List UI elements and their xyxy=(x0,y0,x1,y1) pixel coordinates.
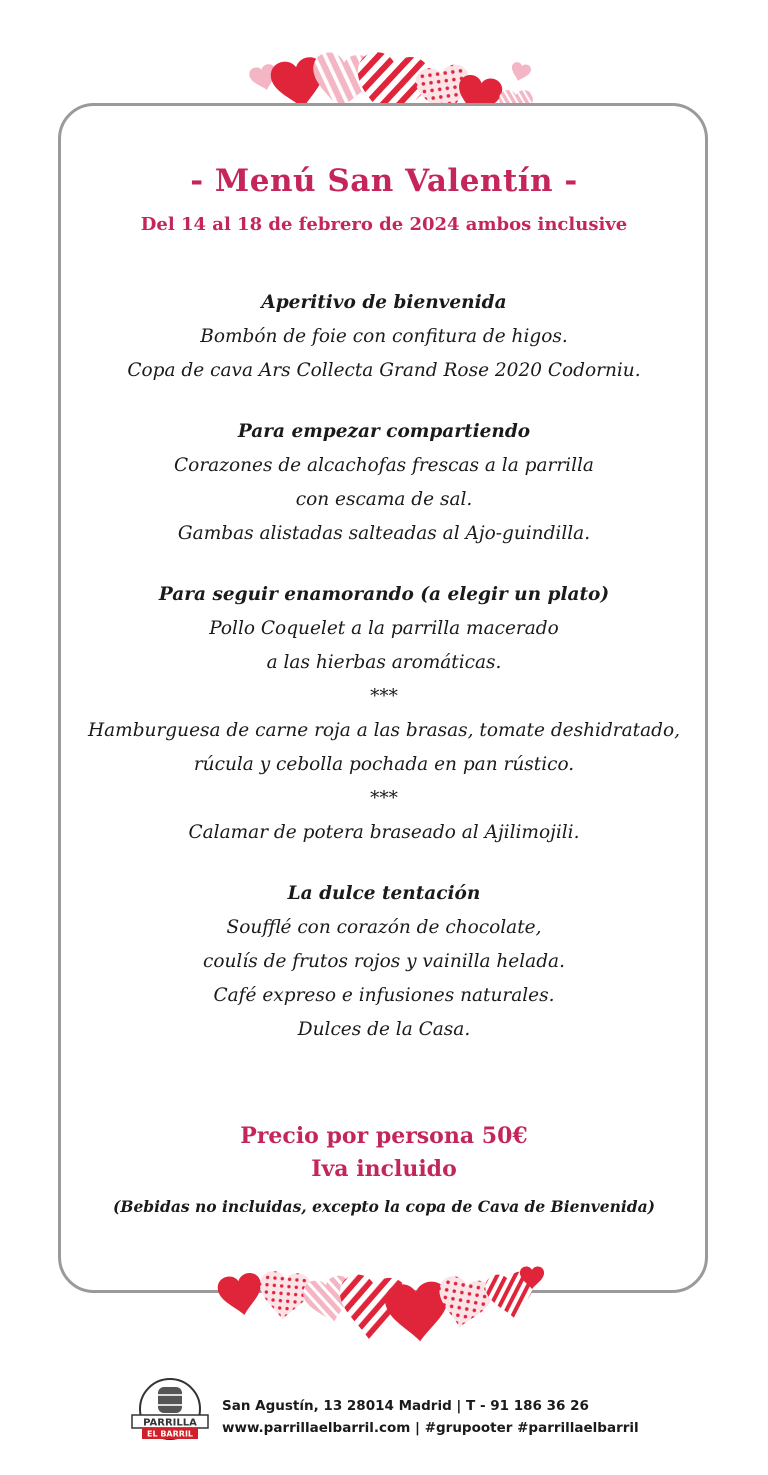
menu-item: Gambas alistadas salteadas al Ajo-guindilla. xyxy=(177,523,591,544)
menu-item: Café expreso e infusiones naturales. xyxy=(213,985,555,1006)
menu-item: a las hierbas aromáticas. xyxy=(266,652,502,673)
menu-dates: Del 14 al 18 de febrero de 2024 ambos inclusive xyxy=(140,214,628,235)
menu-item: coulís de frutos rojos y vainilla helada. xyxy=(203,951,565,972)
address: San Agustín, 13 28014 Madrid | T - 91 186 36 26 xyxy=(222,1398,589,1414)
menu-item: Corazones de alcachofas frescas a la parrilla xyxy=(174,455,594,476)
menu-sections xyxy=(60,286,708,1074)
menu-section xyxy=(60,286,708,388)
menu-title: - Menú San Valentín - xyxy=(190,163,578,199)
contact-info xyxy=(222,1395,639,1439)
svg-text:PARRILLA: PARRILLA xyxy=(143,1417,197,1429)
menu-item: Dulces de la Casa. xyxy=(297,1019,471,1040)
menu-section xyxy=(60,578,708,850)
svg-text:EL BARRIL: EL BARRIL xyxy=(146,1429,194,1439)
separator: *** xyxy=(370,788,398,809)
menu-item: Calamar de potera braseado al Ajilimojili. xyxy=(188,822,580,843)
menu-item: Copa de cava Ars Collecta Grand Rose 2020 Codorniu. xyxy=(127,360,641,381)
menu-item: Pollo Coquelet a la parrilla macerado xyxy=(209,618,559,639)
price-block xyxy=(0,1120,768,1186)
section-title: La dulce tentación xyxy=(287,883,481,904)
menu-item: Soufflé con corazón de chocolate, xyxy=(226,917,542,938)
barrel-icon xyxy=(158,1387,182,1413)
website-and-tags: www.parrillaelbarril.com | #grupooter #parrillaelbarril xyxy=(222,1420,639,1436)
heart-icon xyxy=(216,1271,266,1318)
parrilla-el-barril-logo xyxy=(130,1375,210,1447)
price-per-person: Precio por persona 50€ xyxy=(240,1123,528,1149)
heart-icon xyxy=(509,61,532,83)
menu-item: Bombón de foie con confitura de higos. xyxy=(200,326,568,347)
separator: *** xyxy=(370,686,398,707)
footer xyxy=(130,1375,650,1455)
menu-item: rúcula y cebolla pochada en pan rústico. xyxy=(193,754,575,775)
menu-section xyxy=(60,415,708,551)
drinks-note: (Bebidas no incluidas, excepto la copa de Cava de Bienvenida) xyxy=(113,1197,655,1216)
menu-section xyxy=(60,877,708,1047)
section-title: Aperitivo de bienvenida xyxy=(261,292,507,313)
section-title: Para empezar compartiendo xyxy=(237,421,531,442)
menu-item: con escama de sal. xyxy=(295,489,473,510)
menu-item: Hamburguesa de carne roja a las brasas, tomate deshidratado, xyxy=(88,720,680,741)
section-title: Para seguir enamorando (a elegir un plato) xyxy=(158,584,610,605)
hearts-decoration-bottom xyxy=(210,1255,555,1355)
vat-included: Iva incluido xyxy=(311,1156,457,1182)
